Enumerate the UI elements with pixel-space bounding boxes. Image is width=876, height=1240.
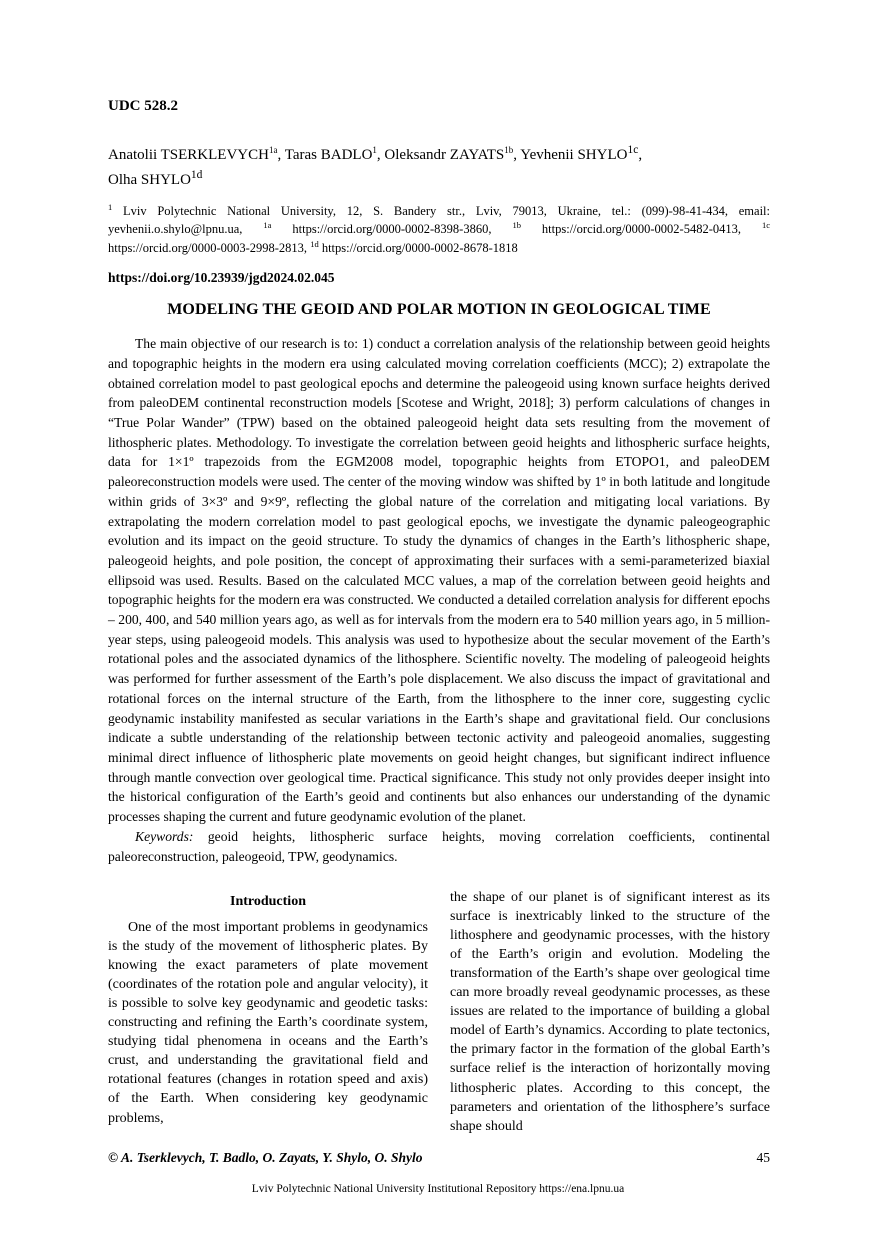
intro-paragraph-right: the shape of our planet is of significant interest as its surface is inextricably linked to the structure of the lithosphere and geodynamic processes, with the history of the Earth’s origin and evolution. Modeling the transformation of the Earth’s shape over geological time can more broadly reveal geodynamic processes, as these issues are related to the importance of building a global model of Earth’s dynamics. According to plate tectonics, the primary factor in the formation of the global Earth’s surface relief is the interaction of horizontally moving lithospheric plates. According to this concept, the parameters and orientation of the lithosphere’s surface shape should [450,890,770,1134]
affiliation-marker: 1a [263,220,272,231]
affiliation-marker: 1d [310,238,319,249]
page-content [108,0,770,1136]
affiliation-marker: 1b [512,220,521,231]
intro-paragraph-left: One of the most important problems in geodynamics is the study of the movement of lithospheric plates. By knowing the exact parameters of plate movement (coordinates of the rotation pole and angular velocity), it is possible to solve key geodynamic and geodetic tasks: constructing and refining the Earth’s coordinate system, studying tidal phenomena in oceans and the Earth’s crust, and understanding the gravitational field and rotational features (changes in rotation speed and axis) of the Earth. When considering key geodynamic problems, [108,920,428,1126]
author-affil-sup: 1b [504,145,514,155]
paper-title: MODELING THE GEOID AND POLAR MOTION IN GEOLOGICAL TIME [167,301,711,319]
page-number: 45 [756,1150,770,1165]
abstract-paragraph: The main objective of our research is to: 1) conduct a correlation analysis of the relationship between geoid heights and topographic heights in the modern era using calculated moving correlation coefficients (MCC); 2) extrapolate the obtained correlation model to past geological epochs and determine the paleogeoid using known surface heights derived from paleoDEM continental reconstruction models [Scotese and Wright, 2018]; 3) perform calculations of changes in “True Polar Wander” (TPW) based on the obtained paleogeoid height data sets resulting from the movement of lithospheric plates. Methodology. To investigate the correlation between geoid heights and lithospheric surface heights, data for 1×1º trapezoids from the EGM2008 model, topographic heights from ETOPO1, and paleoDEM paleoreconstruction models were used. The center of the moving window was shifted by 1º in both latitude and longitude within grids of 3×3º and 9×9º, reflecting the global nature of the correlation and mitigating local variations. By extrapolating the modern correlation model to past geological epochs, we investigate the dynamic paleogeographic evolution and its impact on the geoid structure. To study the dynamics of changes in the Earth’s lithospheric shape, paleogeoid heights, and pole position, the concept of approximating their surfaces with a semi-parameterized biaxial ellipsoid was used. Results. Based on the calculated MCC values, a map of the correlation between geoid heights and topographic heights for the modern era was constructed. We conducted a detailed correlation analysis for different epochs – 200, 400, and 540 million years ago, as well as for intervals from the modern era to 540 million years ago, in 5 million-year steps, using paleogeoid models. This analysis was used to hypothesize about the secular movement of the Earth’s rotational poles and the associated dynamics of the lithosphere. Scientific novelty. The modeling of paleogeoid heights was performed for further assessment of the Earth’s pole displacement. We also discuss the impact of gravitational and rotational forces on the internal structure of the Earth, from the lithosphere to the inner core, suggesting cyclic geodynamic instability manifested as secular variations in the Earth’s shape and gravitational field. Our conclusions indicate a subtle understanding of the relationship between tectonic activity and paleogeoid anomalies, suggesting minimal direct influence of lithospheric plate movements on geoid height changes, but significant indirect influence through mantle convection over geological time. Practical significance. This study not only provides deeper insight into the historical configuration of the Earth’s geoid and continents but also enhances our understanding of the dynamic processes shaping the current and future geodynamic evolution of the planet. [108,336,770,825]
page-footer [108,1150,770,1166]
orcid-link: https://orcid.org/0000-0003-2998-2813, [108,240,311,255]
keywords-text: geoid heights, lithospheric surface heights, moving correlation coefficients, continental paleoreconstruction, paleogeoid, TPW, geodynamics. [108,828,770,864]
orcid-link: https://orcid.org/0000-0002-8678-1818 [318,240,518,255]
author-affil-sup: 1d [190,168,203,181]
doi-link: https://doi.org/10.23939/jgd2024.02.045 [108,270,335,286]
affiliation-marker: 1c [761,220,771,231]
author-affil-sup: 1a [268,145,278,155]
author-name: Yevhenii SHYLO [520,147,628,163]
authors-line [108,142,770,191]
orcid-link: https://orcid.org/0000-0002-5482-0413, [520,222,762,237]
affiliation-block [108,202,770,257]
udc-number: UDC 528.2 [108,98,178,114]
author-name: Taras BADLO [284,147,373,163]
repository-line: Lviv Polytechnic National University Institutional Repository https://ena.lpnu.ua [251,1183,625,1195]
orcid-link: https://orcid.org/0000-0002-8398-3860, [271,222,513,237]
author-separator: , [277,147,285,163]
author-name: Olha SHYLO [108,171,191,188]
author-separator: , [638,147,643,163]
left-column [108,888,428,1135]
author-name: Anatolii TSERKLEVYCH [108,147,269,163]
author-affil-sup: 1c [627,144,639,156]
right-column [450,888,770,1135]
keywords-label: Keywords: [135,828,194,844]
keywords-paragraph [108,827,770,866]
author-separator: , [376,147,385,163]
copyright-line: © A. Tserklevych, T. Badlo, O. Zayats, Y. Shylo, O. Shylo [108,1150,423,1165]
affiliation-text: Lviv Polytechnic National University, 12, S. Bandery str., Lviv, 79013, Ukraine, tel.: (099)-98-41-434, email: yevhenii.o.shylo@lpnu.ua, [108,204,770,237]
affiliation-marker: 1 [108,202,113,212]
author-separator: , [513,147,521,163]
author-name: Oleksandr ZAYATS [384,147,505,163]
two-column-section [108,888,770,1135]
section-heading-introduction: Introduction [230,894,306,910]
author-affil-sup: 1 [372,145,377,155]
